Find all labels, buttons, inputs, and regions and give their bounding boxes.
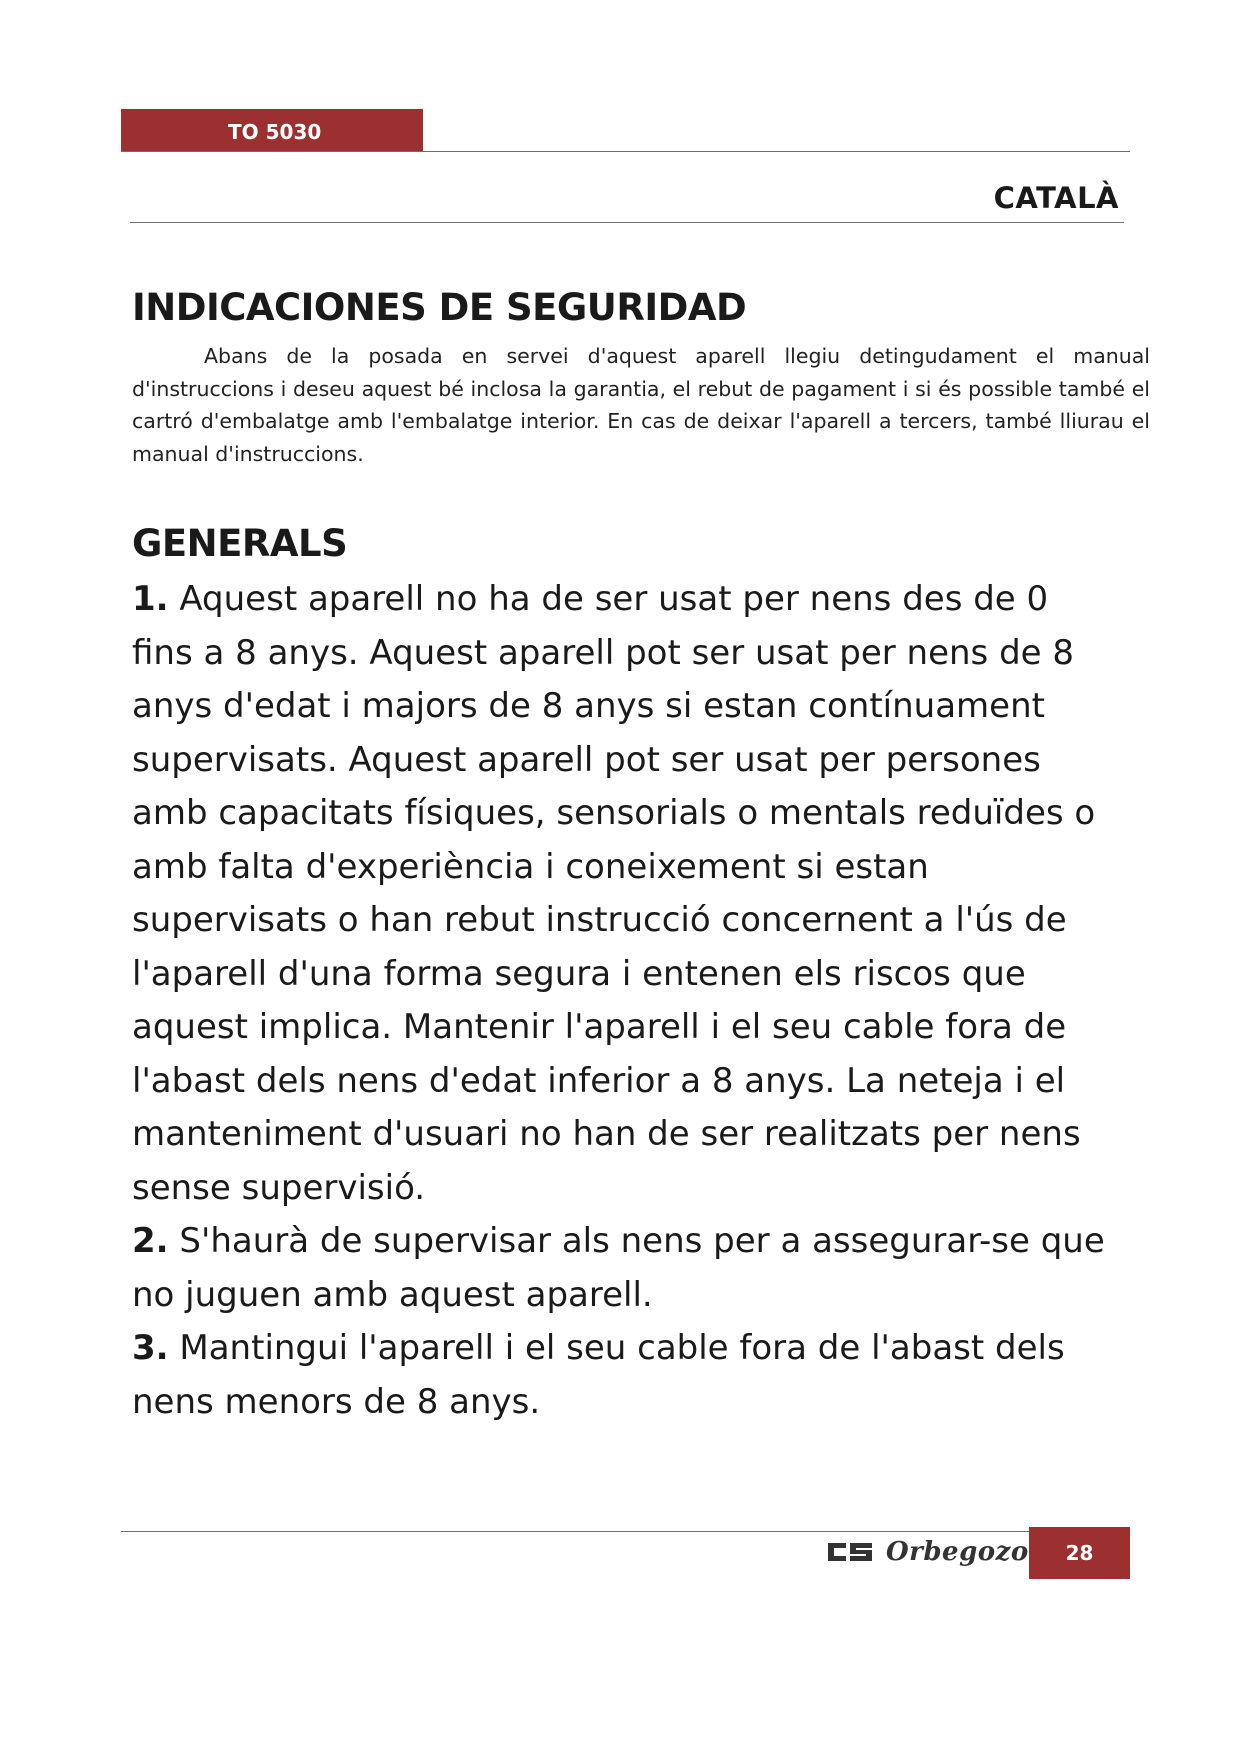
language-rule	[130, 222, 1124, 223]
language-label: CATALÀ	[993, 181, 1119, 215]
list-item	[132, 1322, 1112, 1429]
brand-mark-icon	[826, 1540, 874, 1564]
item-number: 1.	[132, 579, 169, 619]
brand-logo	[826, 1537, 1029, 1567]
item-number: 3.	[132, 1328, 169, 1368]
list-item	[132, 1215, 1112, 1322]
page-number-box	[1029, 1527, 1130, 1579]
generals-title: GENERALS	[132, 522, 348, 565]
item-number: 2.	[132, 1221, 169, 1261]
footer-rule	[121, 1531, 1130, 1532]
safety-intro: Abans de la posada en servei d'aquest aparell llegiu detingudament el manual d'instruccions i deseu aquest bé inclosa la garantia, el rebut de pagament i si és possible també el cartró d'embalatge amb l'embalatge interior. En cas de deixar l'aparell a tercers, també lliurau el manual d'instruccions.	[132, 344, 1150, 466]
model-label: TO 5030	[228, 120, 322, 144]
safety-title: INDICACIONES DE SEGURIDAD	[132, 286, 747, 329]
item-text: Mantingui l'aparell i el seu cable fora de l'abast dels nens menors de 8 anys.	[132, 1328, 1065, 1422]
item-text: S'haurà de supervisar als nens per a assegurar-se que no juguen amb aquest aparell.	[132, 1221, 1105, 1315]
generals-list	[132, 573, 1112, 1429]
page-number: 28	[1065, 1541, 1094, 1565]
item-text: Aquest aparell no ha de ser usat per nens des de 0 fins a 8 anys. Aquest aparell pot ser usat per nens de 8 anys d'edat i majors de 8 anys si estan contínuament supervisats. Aquest aparell pot ser usat per persones amb capacitats físiques, sensorials o mentals reduïdes o amb falta d'experiència i coneixement si estan supervisats o han rebut instrucció concernent a l'ús de l'aparell d'una forma segura i entenen els riscos que aquest implica. Mantenir l'aparell i el seu cable fora de l'abast dels nens d'edat inferior a 8 anys. La neteja i el manteniment d'usuari no han de ser realitzats per nens sense supervisió.	[132, 579, 1096, 1208]
model-tab	[121, 109, 423, 151]
list-item	[132, 573, 1112, 1215]
header-rule	[121, 151, 1130, 152]
brand-name: Orbegozo	[886, 1537, 1029, 1567]
